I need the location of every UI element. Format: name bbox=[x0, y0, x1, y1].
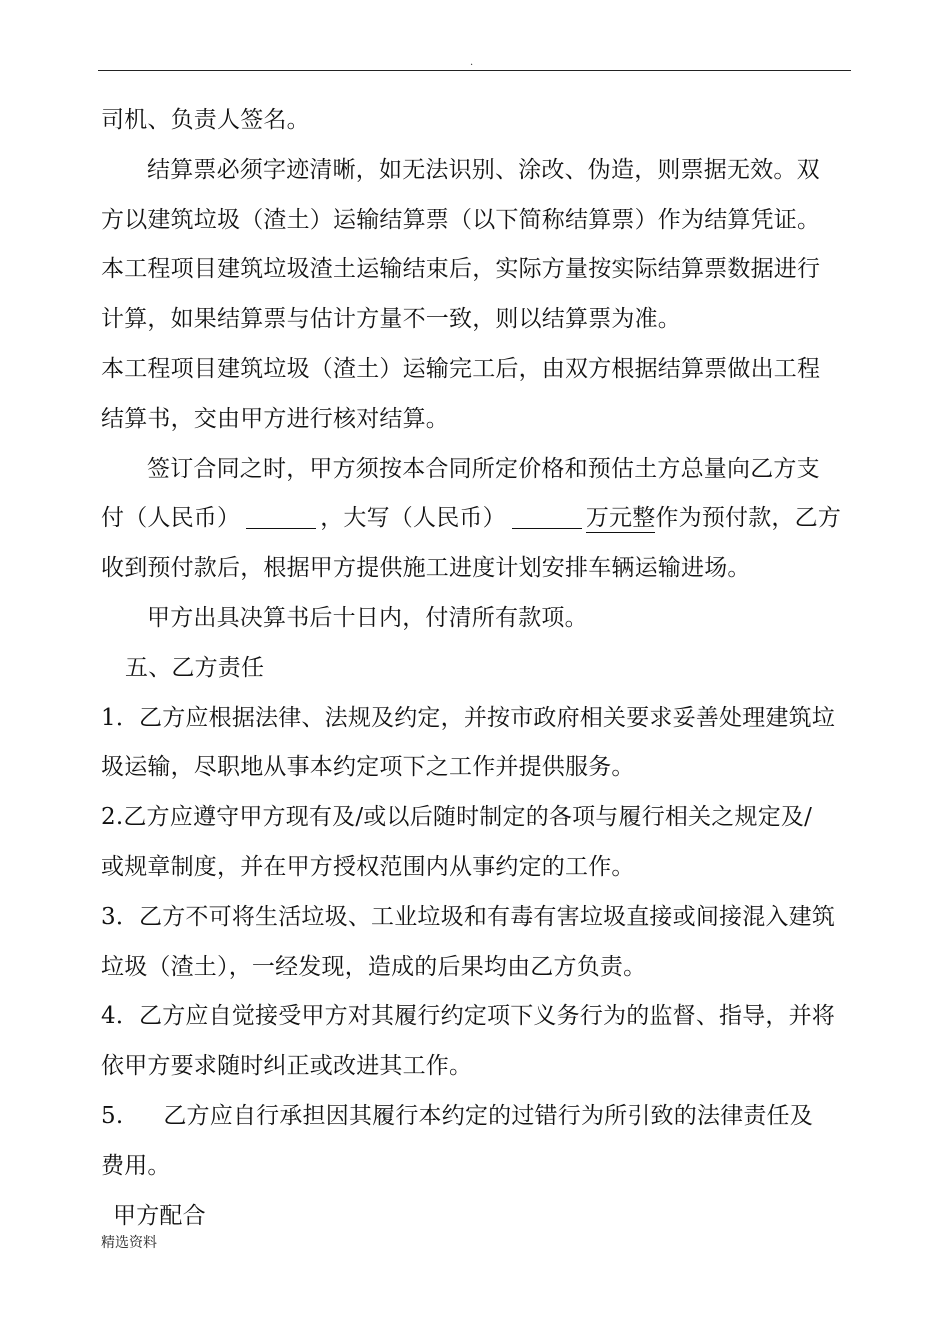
text-line: 签订合同之时，甲方须按本合同所定价格和预估土方总量向乙方支 bbox=[147, 455, 820, 482]
header-rule bbox=[98, 70, 851, 71]
payment-label-capital: ，大写（人民币） bbox=[320, 505, 506, 532]
text-line: 甲方出具决算书后十日内，付清所有款项。 bbox=[147, 604, 588, 631]
header-dot: . bbox=[470, 57, 474, 68]
list-number: 5. bbox=[101, 1102, 124, 1129]
section-heading: 五、乙方责任 bbox=[125, 654, 265, 681]
list-item bbox=[101, 1092, 861, 1142]
list-item-text: 乙方应自行承担因其履行本约定的过错行为所引致的法律责任及 bbox=[163, 1102, 813, 1129]
amount-blank[interactable] bbox=[246, 506, 316, 529]
text-line: 垃圾（渣土），一经发现，造成的后果均由乙方负责。 bbox=[101, 953, 647, 980]
text-line: 依甲方要求随时纠正或改进其工作。 bbox=[101, 1053, 473, 1080]
list-item: 4．乙方应自觉接受甲方对其履行约定项下义务行为的监督、指导，并将 bbox=[101, 1003, 836, 1030]
text-line: 本工程项目建筑垃圾渣土运输结束后，实际方量按实际结算票数据进行 bbox=[101, 256, 821, 283]
payment-label-rmb: 付（人民币） bbox=[101, 505, 241, 532]
text-line: 本工程项目建筑垃圾（渣土）运输完工后，由双方根据结算票做出工程 bbox=[101, 355, 821, 382]
document-body bbox=[101, 96, 861, 1241]
text-line: 圾运输，尽职地从事本约定项下之工作并提供服务。 bbox=[101, 754, 635, 781]
wan-yuan-label: 万元整 bbox=[585, 505, 656, 532]
text-line: 结算书，交由甲方进行核对结算。 bbox=[101, 405, 449, 432]
payment-line bbox=[101, 494, 861, 544]
text-line: 司机、负责人签名。 bbox=[101, 107, 310, 133]
footer-label: 精选资料 bbox=[101, 1235, 157, 1251]
payment-label-advance: 作为预付款，乙方 bbox=[655, 505, 842, 532]
text-line: 结算票必须字迹清晰，如无法识别、涂改、伪造，则票据无效。双 bbox=[147, 156, 820, 183]
capital-amount-blank[interactable] bbox=[512, 506, 582, 529]
text-line: 或规章制度，并在甲方授权范围内从事约定的工作。 bbox=[101, 853, 635, 880]
text-line: 收到预付款后，根据甲方提供施工进度计划安排车辆运输进场。 bbox=[101, 555, 751, 582]
text-line: 费用。 bbox=[101, 1152, 171, 1179]
text-line: 计算，如果结算票与估计方量不一致，则以结算票为准。 bbox=[101, 306, 681, 333]
list-item: 2.乙方应遵守甲方现有及/或以后随时制定的各项与履行相关之规定及/ bbox=[101, 804, 813, 831]
list-item: 3．乙方不可将生活垃圾、工业垃圾和有毒有害垃圾直接或间接混入建筑 bbox=[101, 903, 836, 930]
text-line: 方以建筑垃圾（渣土）运输结算票（以下简称结算票）作为结算凭证。 bbox=[101, 206, 821, 233]
list-item: 1．乙方应根据法律、法规及约定，并按市政府相关要求妥善处理建筑垃 bbox=[101, 704, 836, 731]
section-heading: 甲方配合 bbox=[113, 1202, 206, 1229]
